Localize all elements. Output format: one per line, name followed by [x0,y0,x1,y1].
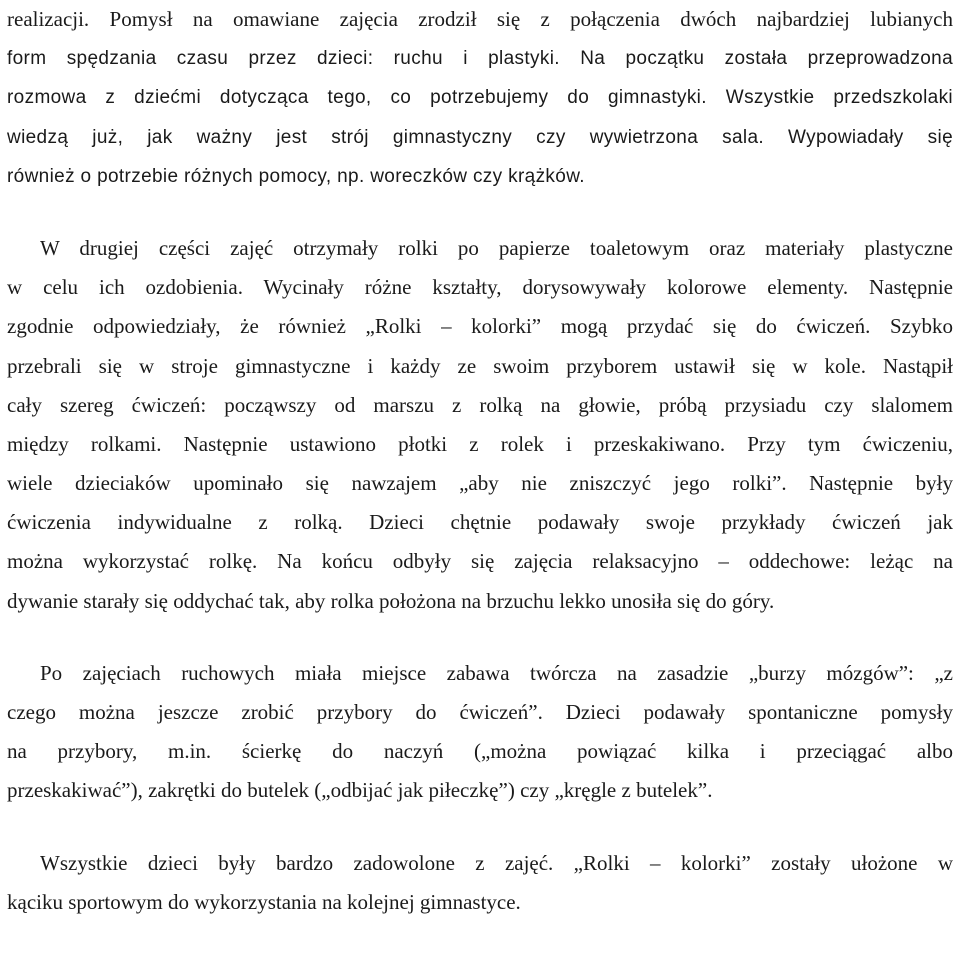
text-line: ćwiczenia indywidualne z rolką. Dzieci chętnie podawały swoje przykłady ćwiczeń jak [7,510,953,535]
text-line: W drugiej części zajęć otrzymały rolki po papierze toaletowym oraz materiały plastyczne [40,235,953,260]
text-line: dywanie starały się oddychać tak, aby rolka położona na brzuchu lekko unosiła się do góry. [7,588,775,613]
paragraph-4 [7,844,953,922]
paragraph-spacer [7,621,953,654]
text-line: Wszystkie dzieci były bardzo zadowolone z zajęć. „Rolki – kolorki” zostały ułożone w [40,850,953,875]
text-line: wiele dzieciaków upominało się nawzajem „aby nie zniszczyć jego rolki”. Następnie były [7,471,953,496]
paragraph-1 [7,0,953,196]
text-line: wiedzą już, jak ważny jest strój gimnastyczny czy wywietrzona sala. Wypowiadały się [7,126,953,148]
paragraph-3 [7,654,953,811]
text-line: realizacji. Pomysł na omawiane zajęcia zrodził się z połączenia dwóch najbardziej lubianych [7,7,953,31]
text-line: Po zajęciach ruchowych miała miejsce zabawa twórcza na zasadzie „burzy mózgów”: „z [40,660,953,685]
text-line: przebrali się w stroje gimnastyczne i każdy ze swoim przyborem ustawił się w kole. Nastąpił [7,353,953,378]
text-line: rozmowa z dziećmi dotycząca tego, co potrzebujemy do gimnastyki. Wszystkie przedszkolaki [7,87,953,109]
text-line: również o potrzebie różnych pomocy, np. woreczków czy krążków. [7,165,585,187]
text-line: można wykorzystać rolkę. Na końcu odbyły się zajęcia relaksacyjno – oddechowe: leżąc na [7,549,953,574]
paragraph-spacer [7,811,953,844]
text-line: czego można jeszcze zrobić przybory do ćwiczeń”. Dzieci podawały spontaniczne pomysły [7,700,953,724]
text-line: w celu ich ozdobienia. Wycinały różne kształty, dorysowywały kolorowe elementy. Następnie [7,275,953,300]
text-line: form spędzania czasu przez dzieci: ruchu i plastyki. Na początku została przeprowadzona [7,48,953,70]
document-page [7,0,953,922]
text-line: na przybory, m.in. ścierkę do naczyń („można powiązać kilka i przeciągać albo [7,739,953,764]
text-line: przeskakiwać”), zakrętki do butelek („odbijać jak piłeczkę”) czy „kręgle z butelek”. [7,778,713,803]
text-line: kąciku sportowym do wykorzystania na kolejnej gimnastyce. [7,889,521,914]
text-line: między rolkami. Następnie ustawiono płotki z rolek i przeskakiwano. Przy tym ćwiczeniu, [7,431,953,456]
text-line: cały szereg ćwiczeń: począwszy od marszu z rolką na głowie, próbą przysiadu czy slalomem [7,392,953,417]
paragraph-spacer [7,196,953,229]
paragraph-2 [7,229,953,621]
text-line: zgodnie odpowiedziały, że również „Rolki – kolorki” mogą przydać się do ćwiczeń. Szybko [7,314,953,339]
